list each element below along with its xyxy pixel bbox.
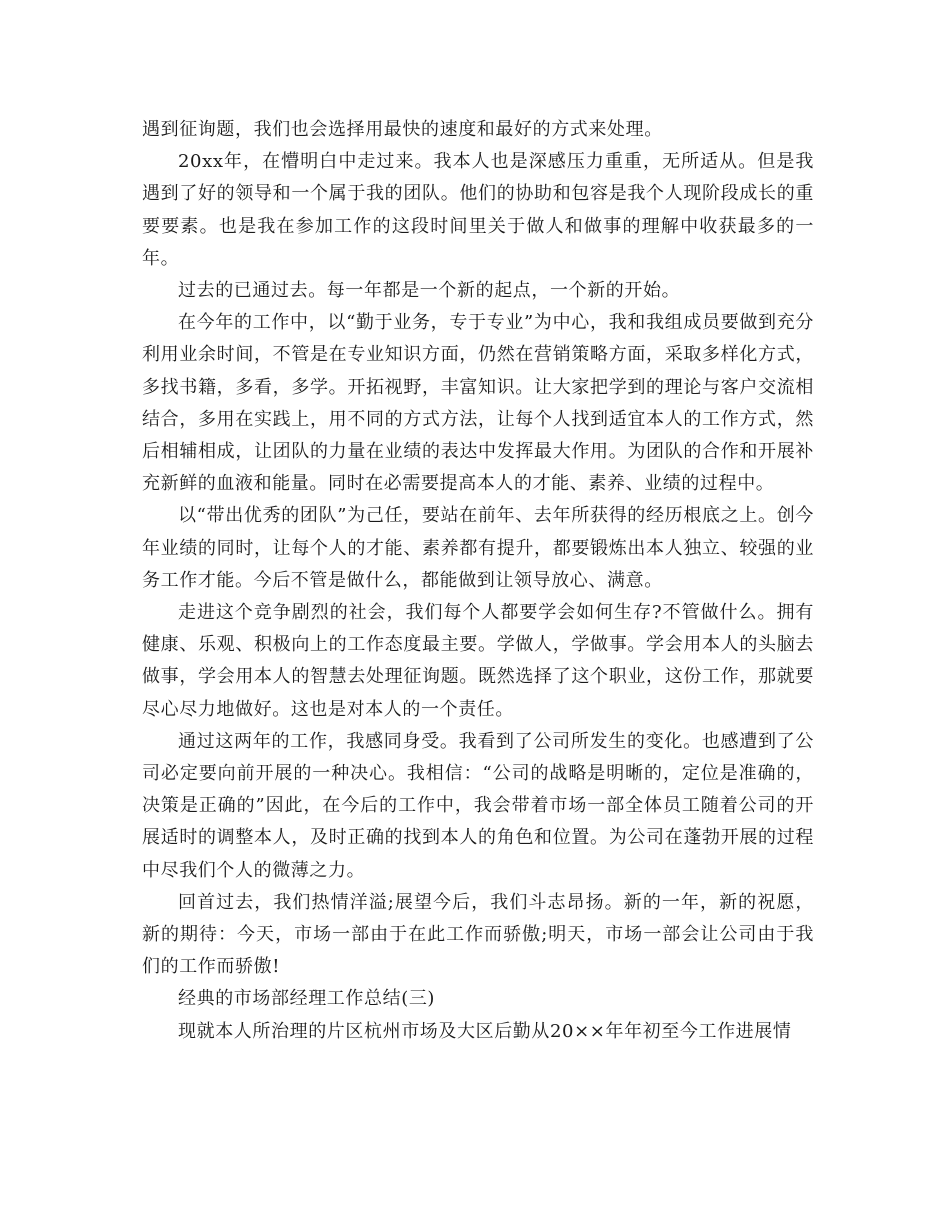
paragraph-6: 走进这个竞争剧烈的社会，我们每个人都要学会如何生存?不管做什么。拥有健康、乐观、积极向上的工作态度最主要。学做人，学做事。学会用本人的头脑去做事，学会用本人的智慧去处理征询题。既然选择了这个职业，这份工作，那就要尽心尽力地做好。这也是对本人的一个责任。 (142, 602, 814, 720)
paragraph-8: 回首过去，我们热情洋溢;展望今后，我们斗志昂扬。新的一年，新的祝愿，新的期待：今天，市场一部由于在此工作而骄傲;明天，市场一部会让公司由于我们的工作而骄傲! (142, 891, 814, 978)
paragraph-2: 20xx年，在懵明白中走过来。我本人也是深感压力重重，无所适从。但是我遇到了好的领导和一个属于我的团队。他们的协助和包容是我个人现阶段成长的重要要素。也是我在参加工作的这段时间里关于做人和做事的理解中收获最多的一年。 (142, 151, 814, 269)
section-heading: 经典的市场部经理工作总结(三) (178, 988, 436, 1010)
paragraph-9: 现就本人所治理的片区杭州市场及大区后勤从20××年年初至今工作进展情 (178, 1020, 792, 1042)
paragraph-3: 过去的已通过去。每一年都是一个新的起点，一个新的开始。 (178, 280, 681, 302)
paragraph-4: 在今年的工作中，以“勤于业务，专于专业”为中心，我和我组成员要做到充分利用业余时间，不管是在专业知识方面，仍然在营销策略方面，采取多样化方式，多找书籍，多看，多学。开拓视野，丰富知识。让大家把学到的理论与客户交流相结合，多用在实践上，用不同的方式方法，让每个人找到适宜本人的工作方式，然后相辅相成，让团队的力量在业绩的表达中发挥最大作用。为团队的合作和开展补充新鲜的血液和能量。同时在必需要提高本人的才能、素养、业绩的过程中。 (142, 312, 814, 495)
paragraph-5: 以“带出优秀的团队”为己任，要站在前年、去年所获得的经历根底之上。创今年业绩的同时，让每个人的才能、素养都有提升，都要锻炼出本人独立、较强的业务工作才能。今后不管是做什么，都能做到让领导放心、满意。 (142, 505, 814, 591)
paragraph-1: 遇到征询题，我们也会选择用最快的速度和最好的方式来处理。 (142, 119, 663, 140)
document-body (142, 114, 814, 1048)
paragraph-7: 通过这两年的工作，我感同身受。我看到了公司所发生的变化。也感遭到了公司必定要向前开展的一种决心。我相信：“公司的战略是明晰的，定位是准确的，决策是正确的”因此，在今后的工作中，我会带着市场一部全体员工随着公司的开展适时的调整本人，及时正确的找到本人的角色和位置。为公司在蓬勃开展的过程中尽我们个人的微薄之力。 (142, 730, 814, 881)
